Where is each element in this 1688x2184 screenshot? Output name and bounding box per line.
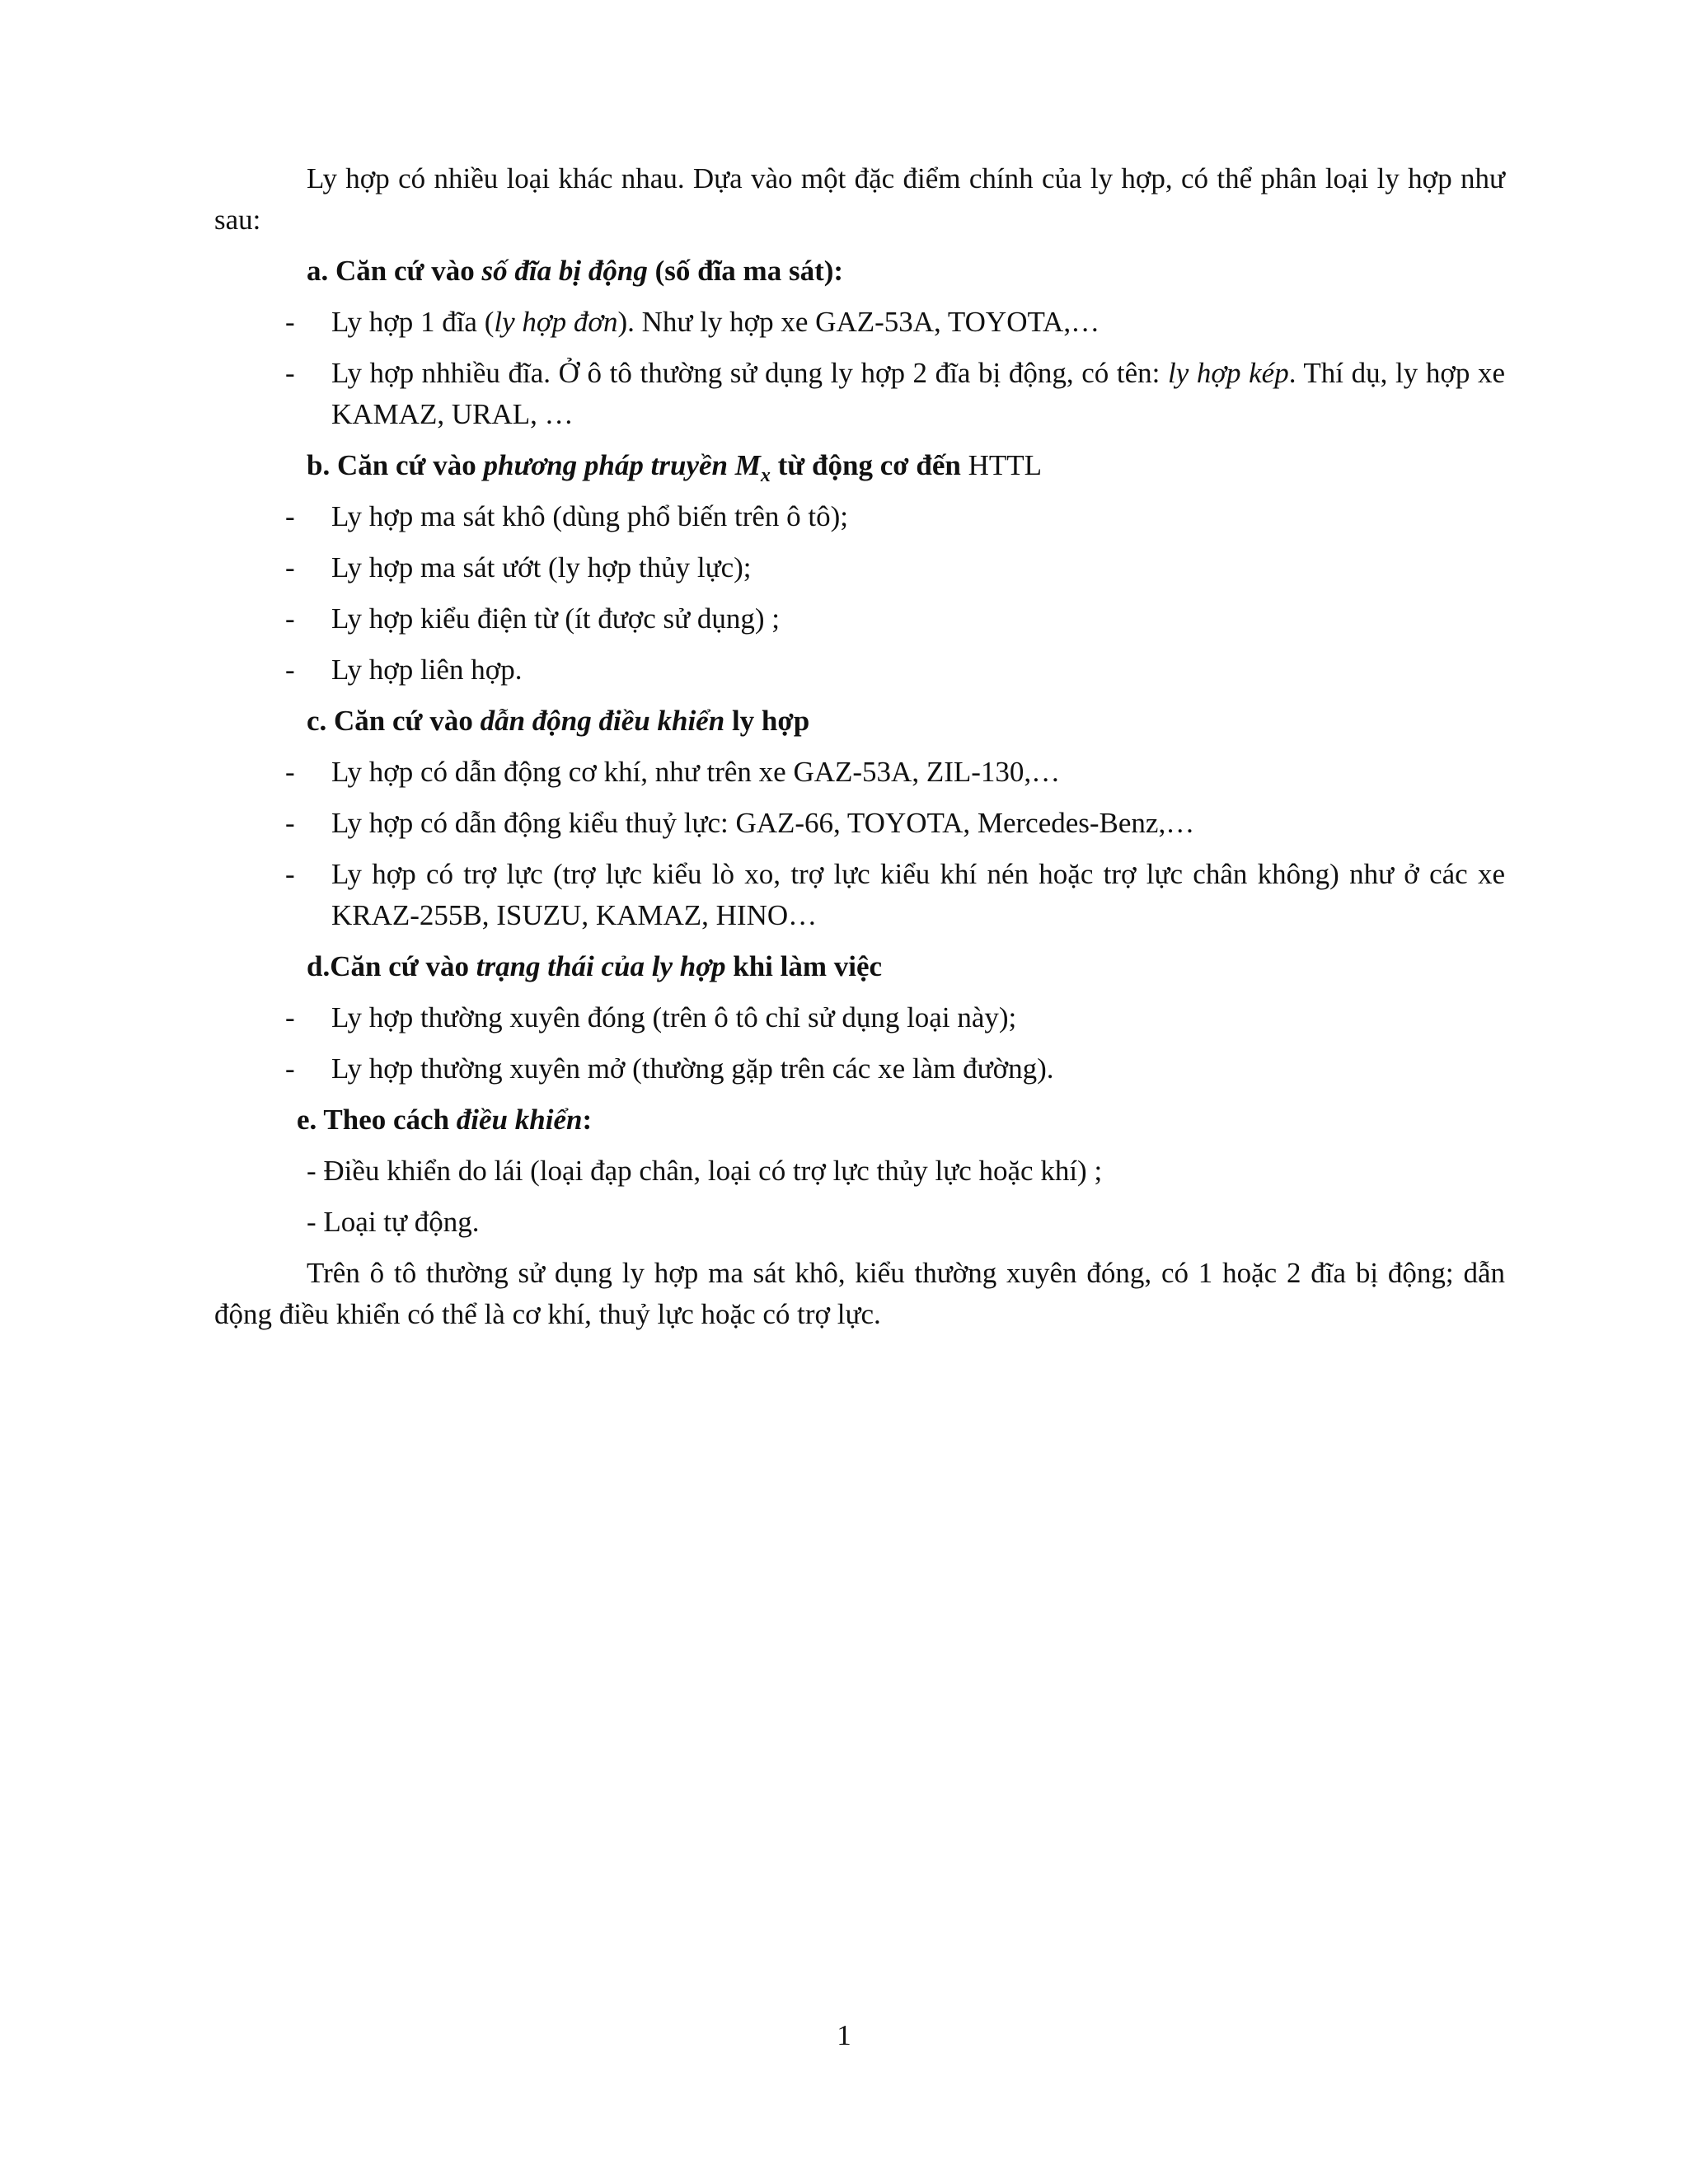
heading-c — [307, 701, 1505, 742]
heading-a-prefix: a. Căn cứ vào — [307, 255, 482, 287]
item-a1-pre: Ly hợp 1 đĩa ( — [331, 306, 495, 338]
bullet-dash: - — [285, 602, 295, 635]
list-item: - Loại tự động. — [307, 1206, 480, 1238]
list-item — [214, 803, 1505, 844]
list-item — [214, 547, 1505, 588]
list-item — [214, 598, 1505, 640]
bullet-dash: - — [285, 551, 295, 583]
intro-paragraph: Ly hợp có nhiều loại khác nhau. Dựa vào một đặc điểm chính của ly hợp, có thể phân loại ly hợp như sau: — [214, 162, 1505, 236]
heading-e-emph: điều khiển — [456, 1104, 583, 1136]
item-text: Ly hợp liên hợp. — [331, 654, 523, 686]
heading-b — [307, 445, 1505, 486]
item-text: Ly hợp thường xuyên mở (thường gặp trên các xe làm đường). — [331, 1052, 1054, 1085]
item-a1-emph: ly hợp đơn — [494, 306, 618, 338]
bullet-dash: - — [285, 807, 295, 839]
item-text: Ly hợp kiểu điện từ (ít được sử dụng) ; — [331, 602, 781, 635]
heading-c-prefix: c. Căn cứ vào — [307, 705, 481, 737]
heading-b-mid: từ động cơ đến — [770, 449, 961, 481]
heading-d-emph: trạng thái của ly hợp — [476, 950, 726, 982]
list-item — [214, 1048, 1505, 1090]
item-a2-pre: Ly hợp nhhiều đĩa. Ở ô tô thường sử dụng ly hợp 2 đĩa bị động, có tên: — [331, 357, 1168, 389]
heading-b-emph — [483, 449, 771, 486]
heading-a-emph: số đĩa bị động — [481, 255, 648, 287]
heading-d — [307, 946, 1505, 987]
bullet-dash: - — [285, 654, 295, 686]
list-item: - Điều khiển do lái (loại đạp chân, loại có trợ lực thủy lực hoặc khí) ; — [307, 1155, 1103, 1187]
heading-e-suffix: : — [582, 1104, 593, 1136]
list-item — [214, 353, 1505, 435]
list-item — [214, 649, 1505, 691]
heading-b-suffix: HTTL — [960, 449, 1043, 481]
bullet-dash: - — [285, 500, 295, 532]
list-item — [214, 854, 1505, 936]
bullet-dash: - — [285, 1001, 295, 1033]
list-item — [214, 752, 1505, 793]
item-text: Ly hợp có dẫn động cơ khí, như trên xe GAZ-53A, ZIL-130,… — [331, 756, 1061, 788]
item-a2-post: . Thí dụ, ly hợp xe KAMAZ, URAL, … — [331, 357, 1505, 430]
document-page — [214, 158, 1505, 1345]
heading-a-suffix: (số đĩa ma sát): — [647, 255, 844, 287]
heading-b-prefix: b. Căn cứ vào — [307, 449, 484, 481]
heading-c-suffix: ly hợp — [724, 705, 810, 737]
heading-a — [307, 251, 1505, 292]
list-item — [214, 302, 1505, 343]
bullet-dash: - — [285, 1052, 295, 1085]
heading-e — [297, 1099, 1505, 1141]
item-text: Ly hợp ma sát khô (dùng phổ biến trên ô tô); — [331, 500, 849, 532]
bullet-dash: - — [285, 858, 295, 890]
bullet-dash: - — [285, 357, 295, 389]
item-a2-emph: ly hợp kép — [1167, 357, 1289, 389]
list-item — [214, 496, 1505, 537]
heading-d-suffix: khi làm việc — [725, 950, 883, 982]
heading-d-prefix: d.Căn cứ vào — [307, 950, 476, 982]
heading-b-emph-text: phương pháp truyền M — [483, 449, 761, 481]
heading-b-subscript: x — [760, 465, 771, 486]
conclusion-paragraph: Trên ô tô thường sử dụng ly hợp ma sát khô, kiểu thường xuyên đóng, có 1 hoặc 2 đĩa bị động; dẫn động điều khiển có thể là cơ khí, thuỷ lực hoặc có trợ lực. — [214, 1257, 1505, 1330]
bullet-dash: - — [285, 306, 295, 338]
item-text: Ly hợp có trợ lực (trợ lực kiểu lò xo, trợ lực kiểu khí nén hoặc trợ lực chân không) như ở các xe KRAZ-255B, ISUZU, KAMAZ, HINO… — [331, 858, 1505, 931]
item-a1-post: ). Như ly hợp xe GAZ-53A, TOYOTA,… — [617, 306, 1100, 338]
list-item — [214, 997, 1505, 1038]
page-number: 1 — [837, 2019, 851, 2051]
item-text: Ly hợp thường xuyên đóng (trên ô tô chỉ sử dụng loại này); — [331, 1001, 1017, 1033]
heading-e-prefix: e. Theo cách — [297, 1104, 457, 1136]
bullet-dash: - — [285, 756, 295, 788]
item-text: Ly hợp ma sát ướt (ly hợp thủy lực); — [331, 551, 752, 583]
item-text: Ly hợp có dẫn động kiểu thuỷ lực: GAZ-66, TOYOTA, Mercedes-Benz,… — [331, 807, 1195, 839]
heading-c-emph: dẫn động điều khiển — [480, 705, 725, 737]
